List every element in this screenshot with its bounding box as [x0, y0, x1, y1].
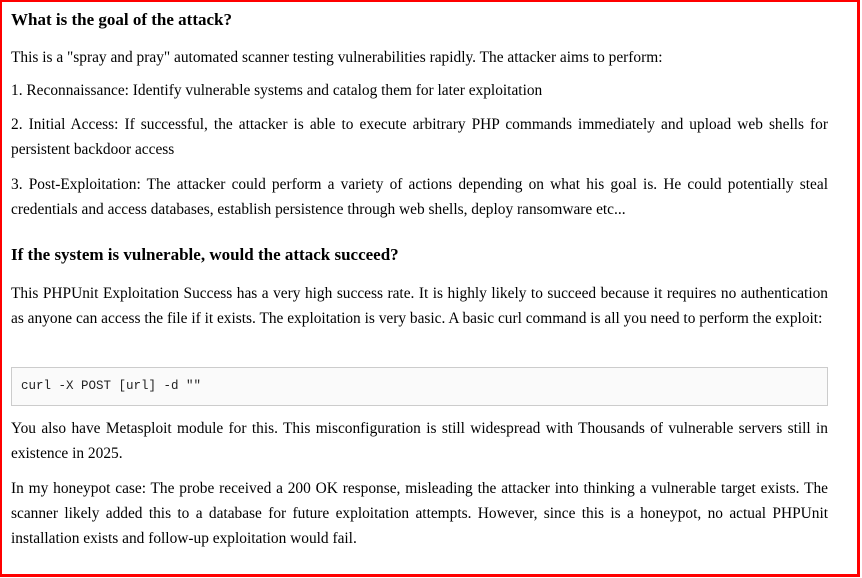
goal-item-initial-access: 2. Initial Access: If successful, the attacker is able to execute arbitrary PHP commands immediately and upload web shells for persistent backdoor access: [11, 116, 828, 158]
goal-item-reconnaissance: 1. Reconnaissance: Identify vulnerable systems and catalog them for later exploitation: [11, 82, 543, 99]
goal-intro-paragraph: This is a "spray and pray" automated scanner testing vulnerabilities rapidly. The attacker aims to perform:: [11, 49, 663, 66]
honeypot-paragraph: In my honeypot case: The probe received a 200 OK response, misleading the attacker into thinking a vulnerable target exists. The scanner likely added this to a database for future exploitation attempts. However, since this is a honeypot, no actual PHPUnit installation exists and follow-up exploitation would fail.: [11, 480, 828, 547]
code-block: [11, 367, 828, 406]
goal-item-post-exploitation: 3. Post-Exploitation: The attacker could perform a variety of actions depending on what his goal is. He could potentially steal credentials and access databases, establish persistence through web shells, deploy ransomware etc...: [11, 176, 828, 218]
goal-heading: What is the goal of the attack?: [11, 10, 232, 29]
metasploit-paragraph: You also have Metasploit module for this. This misconfiguration is still widespread with Thousands of vulnerable servers still in existence in 2025.: [11, 420, 828, 462]
curl-command-code: curl -X POST [url] -d "": [21, 379, 202, 393]
success-paragraph: This PHPUnit Exploitation Success has a very high success rate. It is highly likely to succeed because it requires no authentication as anyone can access the file if it exists. The exploitation is very basic. A basic curl command is all you need to perform the exploit:: [11, 285, 828, 327]
success-heading: If the system is vulnerable, would the attack succeed?: [11, 245, 399, 264]
